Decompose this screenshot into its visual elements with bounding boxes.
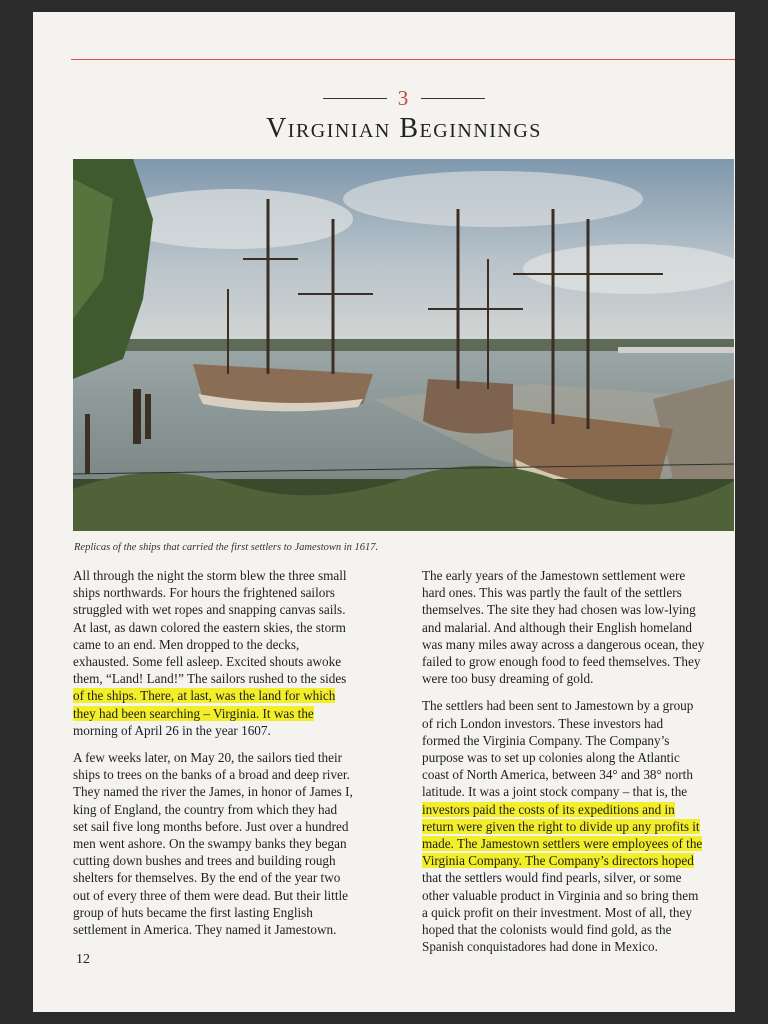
paragraph <box>422 697 734 955</box>
chapter-number-row <box>33 86 735 110</box>
photo-caption: Replicas of the ships that carried the first settlers to Jamestown in 1617. <box>74 542 379 553</box>
right-text-column <box>422 567 734 965</box>
header-rule <box>71 59 735 60</box>
chapter-ornament-line-left <box>323 98 387 99</box>
text-run: The settlers had been sent to Jamestown by a group of rich London investors. These investors had formed the Virginia Company. The Company’s purpose was to set up colonies along the Atlantic coast of North America, between 34° and 38° north latitude. It was a joint stock company – that is, the <box>422 698 694 800</box>
ships-photo <box>73 159 734 531</box>
book-page <box>33 12 735 1012</box>
paragraph <box>73 567 385 739</box>
chapter-title: Virginian Beginnings <box>266 113 542 144</box>
text-run: All through the night the storm blew the three small ships northwards. For hours the frightened sailors struggled with wet ropes and snapping canvas sails. At last, as dawn colored the eastern skies, the storm came to an end. Men dropped to the decks, exhausted. Some fell asleep. Excited shouts awoke them, “Land! Land!” The sailors rushed to the sides <box>73 568 347 687</box>
page-number: 12 <box>76 952 90 967</box>
paragraph: The early years of the Jamestown settlement were hard ones. This was partly the fault of the settlers themselves. The site they had chosen was low-lying and malarial. And although their English homeland was many miles away across a dangerous ocean, they failed to grow enough food to feed themselves. They were too busy dreaming of gold. <box>422 568 705 687</box>
text-run: that the settlers would find pearls, silver, or some other valuable product in Virginia and so bring them a quick profit on their investment. Most of all, they hoped that the colonists would find gold, as the Spanish conquistadores had done in Mexico. <box>422 870 699 955</box>
chapter-ornament-line-right <box>421 98 485 99</box>
left-text-column <box>73 567 385 948</box>
chapter-number: 3 <box>397 86 409 110</box>
text-run: morning of April 26 in the year 1607. <box>73 722 271 738</box>
highlighted-text: of the ships. There, at last, was the land for which they had been searching – Virginia. It was the <box>73 688 336 721</box>
highlighted-text: investors paid the costs of its expeditions and in return were given the right to divide up any profits it made. The Jamestown settlers were employees of the Virginia Company. The Company’s directors hoped <box>422 801 703 869</box>
paragraph: A few weeks later, on May 20, the sailors tied their ships to trees on the banks of a broad and deep river. They named the river the James, in honor of James I, king of England, the country from which they had set sail five long months before. Just over a hundred men went ashore. On the swampy banks they began cutting down bushes and trees and building rough shelters for themselves. By the end of the year two out of every three of them were dead. But their little group of huts became the first lasting English settlement in America. They named it Jamestown. <box>73 750 353 938</box>
